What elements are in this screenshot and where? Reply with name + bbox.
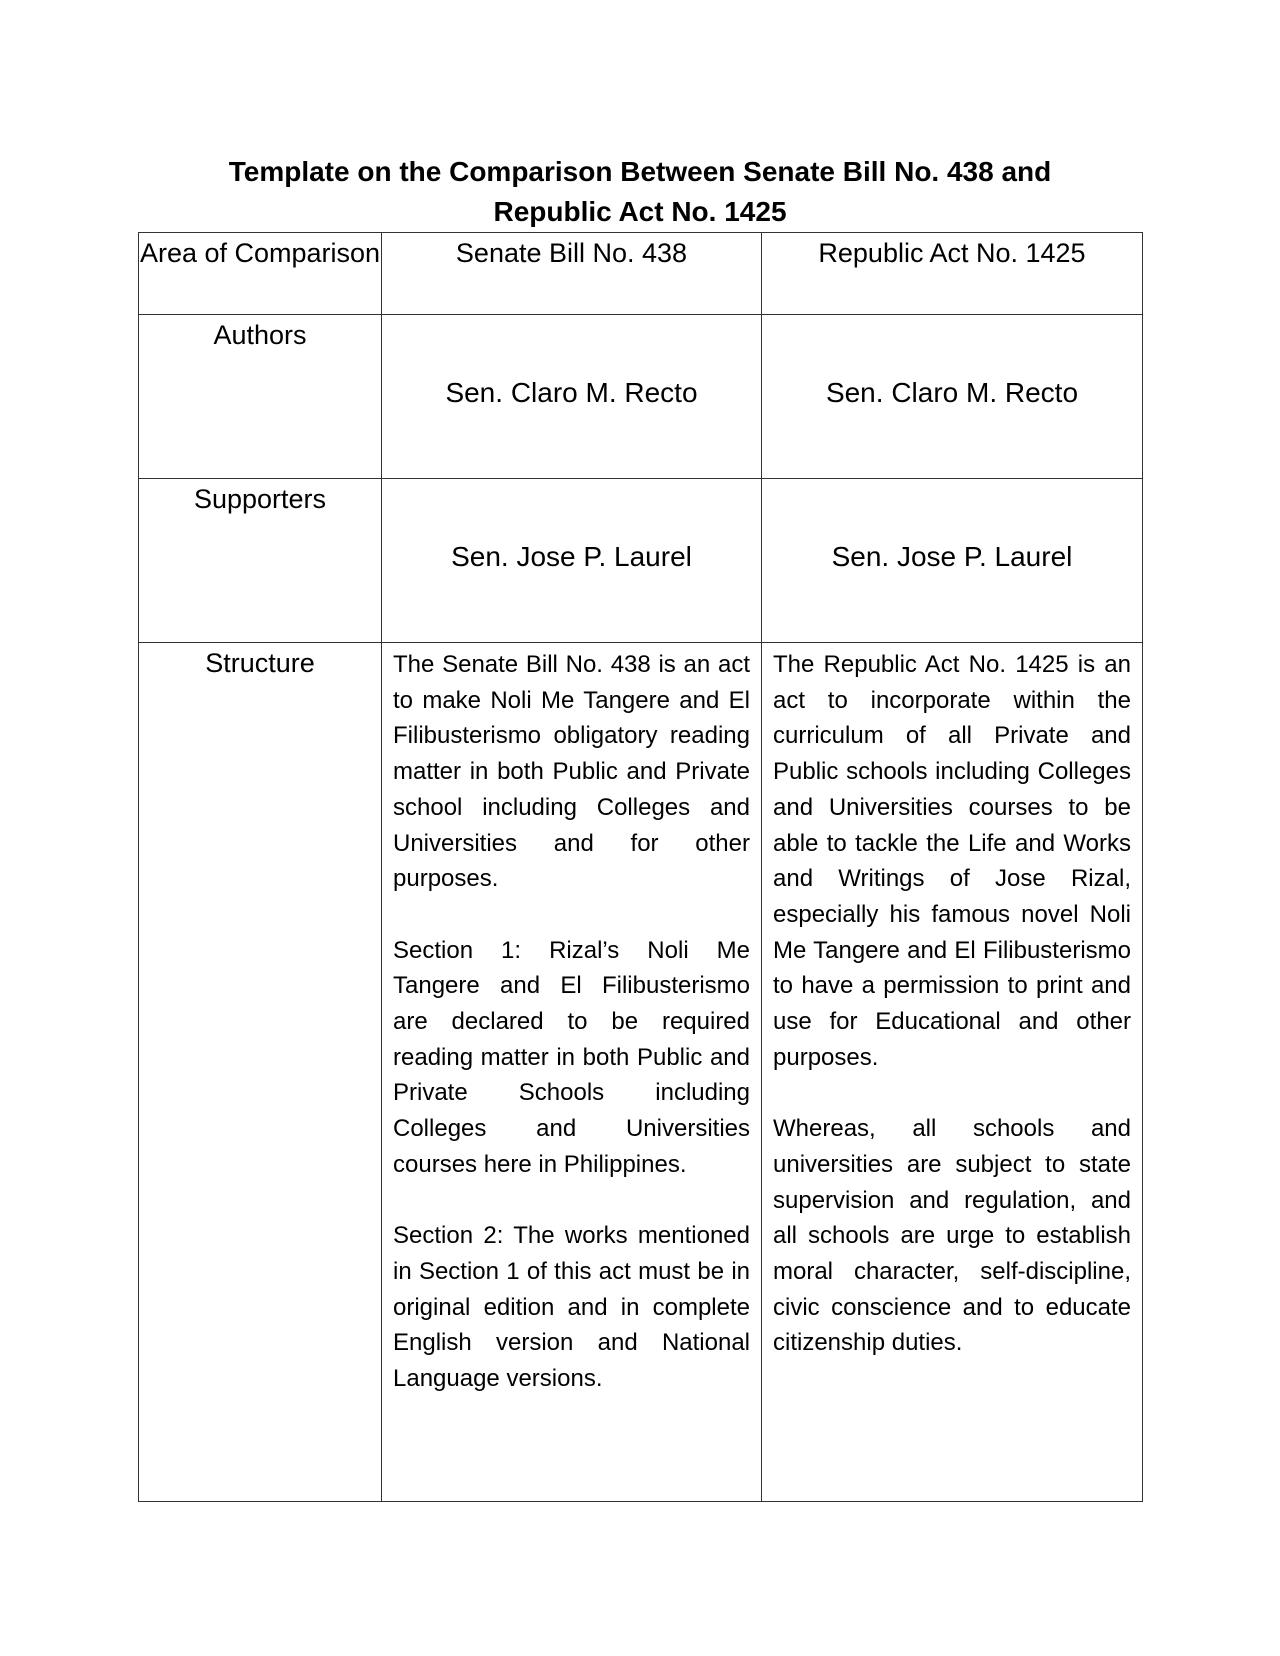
senate-bill-paragraph: The Senate Bill No. 438 is an act to make Noli Me Tangere and El Filibusterismo obligatory reading matter in both Public and Private school including Colleges and Universities and for other purposes. xyxy=(393,651,750,893)
header-area-of-comparison: Area of Comparison xyxy=(139,233,382,315)
row-label-authors: Authors xyxy=(139,315,382,479)
row-label-supporters: Supporters xyxy=(139,479,382,643)
header-senate-bill: Senate Bill No. 438 xyxy=(382,233,762,315)
senate-bill-authors: Sen. Claro M. Recto xyxy=(382,315,762,479)
republic-act-authors: Sen. Claro M. Recto xyxy=(762,315,1143,479)
senate-bill-supporters: Sen. Jose P. Laurel xyxy=(382,479,762,643)
table-header-row xyxy=(139,233,1143,315)
republic-act-structure xyxy=(762,643,1143,1502)
table-row-supporters xyxy=(139,479,1143,643)
senate-bill-structure xyxy=(382,643,762,1502)
senate-bill-section-2: Section 2: The works mentioned in Section 1 of this act must be in original edition and in complete English version and National Language versions. xyxy=(393,1222,750,1393)
table-row-authors xyxy=(139,315,1143,479)
senate-bill-section-1: Section 1: Rizal’s Noli Me Tangere and El Filibusterismo are declared to be required reading matter in both Public and Private Schools including Colleges and Universities courses here in Philippines. xyxy=(393,936,750,1178)
comparison-table xyxy=(138,232,1143,1502)
republic-act-paragraph: The Republic Act No. 1425 is an act to incorporate within the curriculum of all Private and Public schools including Colleges and Universities courses to be able to tackle the Life and Works and Writings of Jose Rizal, especially his famous novel Noli Me Tangere and El Filibusterismo to have a permission to print and use for Educational and other purposes. xyxy=(773,651,1131,1071)
page-title: Template on the Comparison Between Senate Bill No. 438 and Republic Act No. 1425 xyxy=(228,156,1052,227)
table-row-structure xyxy=(139,643,1143,1502)
republic-act-whereas: Whereas, all schools and universities are subject to state supervision and regulation, and all schools are urge to establish moral character, self-discipline, civic conscience and to educate citizenship duties. xyxy=(773,1115,1131,1357)
header-republic-act: Republic Act No. 1425 xyxy=(762,233,1143,315)
row-label-structure: Structure xyxy=(139,643,382,1502)
republic-act-supporters: Sen. Jose P. Laurel xyxy=(762,479,1143,643)
